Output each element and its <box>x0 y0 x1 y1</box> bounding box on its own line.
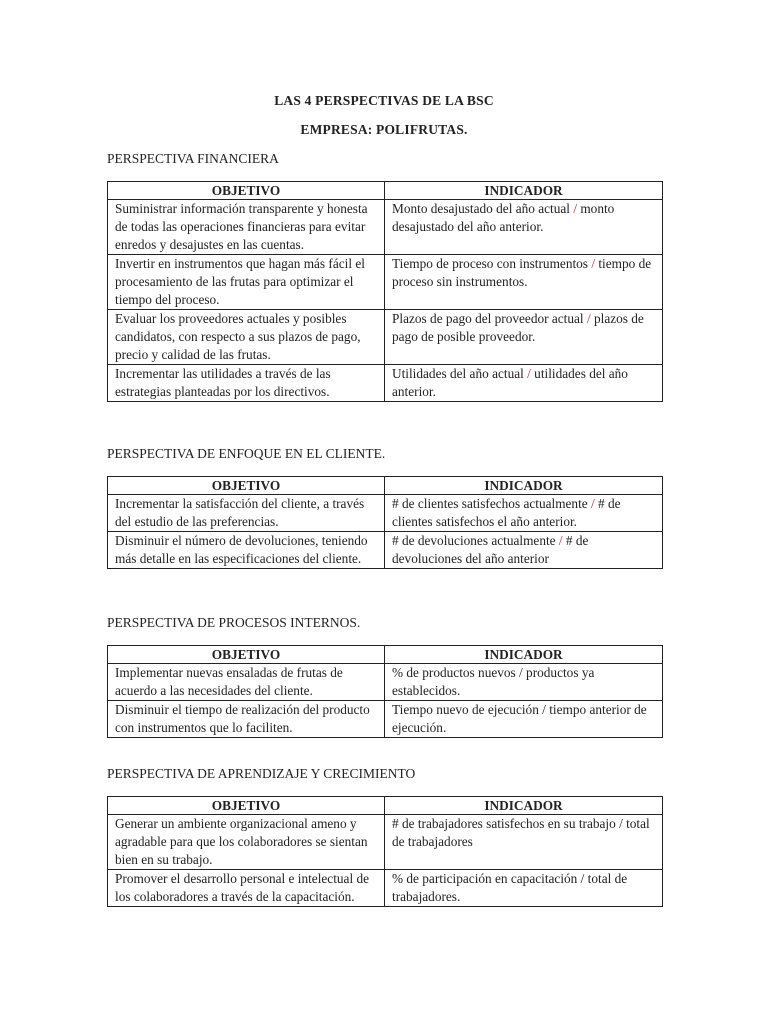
table-header-row <box>108 646 663 664</box>
table-row <box>108 495 663 532</box>
table-row <box>108 532 663 569</box>
indicator-cell <box>385 255 663 310</box>
column-header-objetivo: OBJETIVO <box>108 646 385 664</box>
indicator-denominator: monto desajustado del año anterior. <box>392 201 615 234</box>
section-heading-financiera: PERSPECTIVA FINANCIERA <box>107 151 279 166</box>
indicator-cell: Tiempo nuevo de ejecución / tiempo anterior de ejecución. <box>385 701 663 738</box>
indicator-cell <box>385 310 663 365</box>
objective-cell: Invertir en instrumentos que hagan más fácil el procesamiento de las frutas para optimizar el tiempo del proceso. <box>108 255 385 310</box>
objective-cell: Incrementar las utilidades a través de las estrategias planteadas por los directivos. <box>108 365 385 402</box>
table-row <box>108 815 663 870</box>
ratio-separator: / <box>558 533 563 548</box>
column-header-objetivo: OBJETIVO <box>108 477 385 495</box>
indicator-numerator: Tiempo de proceso con instrumentos <box>392 256 592 271</box>
indicator-numerator: # de devoluciones actualmente <box>392 533 559 548</box>
table-header-row <box>108 797 663 815</box>
table-row <box>108 701 663 738</box>
indicator-cell: % de productos nuevos / productos ya establecidos. <box>385 664 663 701</box>
indicator-cell: # de trabajadores satisfechos en su trabajo / total de trabajadores <box>385 815 663 870</box>
indicator-cell <box>385 200 663 255</box>
indicator-cell <box>385 365 663 402</box>
column-header-objetivo: OBJETIVO <box>108 182 385 200</box>
company-name: EMPRESA: POLIFRUTAS. <box>300 122 468 137</box>
table-financiera <box>107 181 663 402</box>
indicator-cell <box>385 495 663 532</box>
table-cliente <box>107 476 663 569</box>
objective-cell: Promover el desarrollo personal e intelectual de los colaboradores a través de la capacitación. <box>108 870 385 907</box>
column-header-indicador: INDICADOR <box>385 477 663 495</box>
table-procesos <box>107 645 663 738</box>
indicator-cell <box>385 532 663 569</box>
table-row <box>108 255 663 310</box>
column-header-indicador: INDICADOR <box>385 797 663 815</box>
column-header-objetivo: OBJETIVO <box>108 797 385 815</box>
objective-cell: Generar un ambiente organizacional ameno y agradable para que los colaboradores se sientan bien en su trabajo. <box>108 815 385 870</box>
objective-cell: Incrementar la satisfacción del cliente, a través del estudio de las preferencias. <box>108 495 385 532</box>
section-heading-cliente: PERSPECTIVA DE ENFOQUE EN EL CLIENTE. <box>107 446 386 461</box>
indicator-denominator: plazos de pago de posible proveedor. <box>392 311 644 344</box>
table-header-row <box>108 182 663 200</box>
table-row <box>108 870 663 907</box>
ratio-separator: / <box>591 496 595 511</box>
indicator-numerator: Utilidades del año actual <box>392 366 528 381</box>
indicator-numerator: Monto desajustado del año actual <box>392 201 574 216</box>
ratio-separator: / <box>591 256 596 271</box>
table-row <box>108 200 663 255</box>
section-heading-procesos: PERSPECTIVA DE PROCESOS INTERNOS. <box>107 615 361 630</box>
indicator-numerator: # de clientes satisfechos actualmente <box>392 496 592 511</box>
indicator-denominator: # de clientes satisfechos el año anterior. <box>392 496 621 529</box>
indicator-denominator: tiempo de proceso sin instrumentos. <box>392 256 652 289</box>
section-heading-aprendizaje: PERSPECTIVA DE APRENDIZAJE Y CRECIMIENTO <box>107 766 416 781</box>
indicator-numerator: Plazos de pago del proveedor actual <box>392 311 587 326</box>
column-header-indicador: INDICADOR <box>385 646 663 664</box>
objective-cell: Disminuir el número de devoluciones, teniendo más detalle en las especificaciones del cliente. <box>108 532 385 569</box>
objective-cell: Implementar nuevas ensaladas de frutas de acuerdo a las necesidades del cliente. <box>108 664 385 701</box>
indicator-denominator: # de devoluciones del año anterior <box>392 533 589 566</box>
ratio-separator: / <box>586 311 591 326</box>
indicator-cell: % de participación en capacitación / total de trabajadores. <box>385 870 663 907</box>
ratio-separator: / <box>527 366 531 381</box>
objective-cell: Disminuir el tiempo de realización del producto con instrumentos que lo faciliten. <box>108 701 385 738</box>
indicator-denominator: utilidades del año anterior. <box>392 366 628 399</box>
ratio-separator: / <box>573 201 578 216</box>
objective-cell: Evaluar los proveedores actuales y posibles candidatos, con respecto a sus plazos de pago, precio y calidad de las frutas. <box>108 310 385 365</box>
table-row <box>108 365 663 402</box>
objective-cell: Suministrar información transparente y honesta de todas las operaciones financieras para evitar enredos y desajustes en las cuentas. <box>108 200 385 255</box>
column-header-indicador: INDICADOR <box>385 182 663 200</box>
table-row <box>108 664 663 701</box>
table-aprendizaje <box>107 796 663 907</box>
table-header-row <box>108 477 663 495</box>
table-row <box>108 310 663 365</box>
document-title: LAS 4 PERSPECTIVAS DE LA BSC <box>274 93 494 108</box>
